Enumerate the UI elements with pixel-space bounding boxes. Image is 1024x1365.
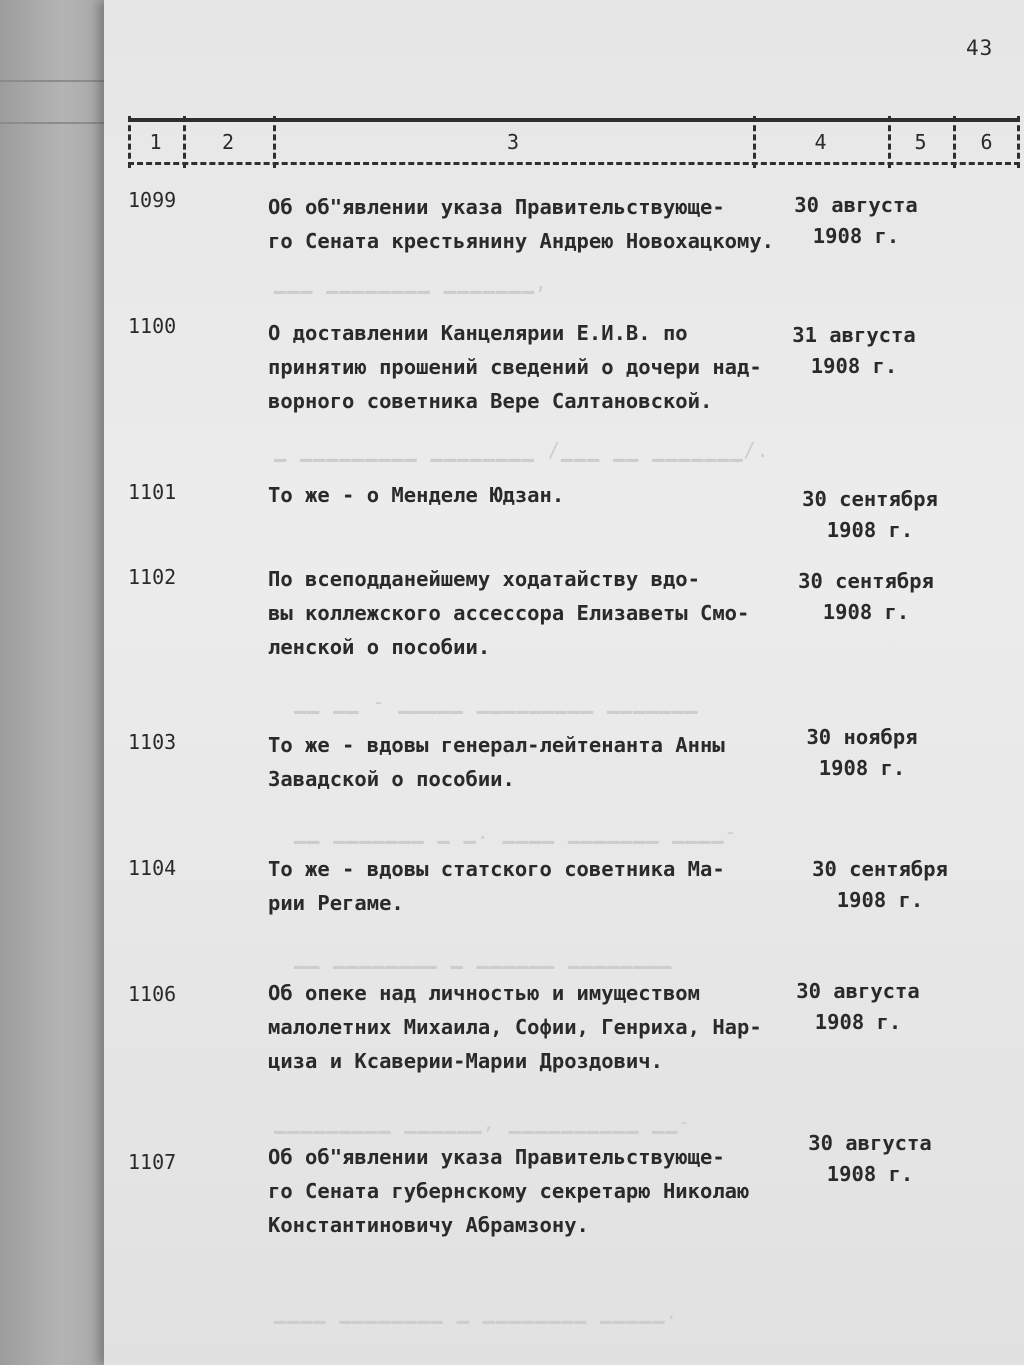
entry-line: принятию прошений сведений о дочери над- bbox=[268, 355, 762, 379]
document-page bbox=[104, 0, 1024, 1365]
entry-number: 1101 bbox=[128, 480, 177, 504]
entry-line: Завадской о пособии. bbox=[268, 767, 515, 791]
page-number: 43 bbox=[966, 36, 994, 60]
date-day-month: 31 августа bbox=[792, 323, 916, 347]
bleed-through-mark: ▁▁ ▁▁▁▁▁▁▁ ▁ ▁. ▁▁▁▁ ▁▁▁▁▁▁▁ ▁▁▁▁- bbox=[294, 820, 738, 844]
date-year: 1908 г. bbox=[810, 354, 898, 378]
entry-line: циза и Ксаверии-Марии Дроздович. bbox=[268, 1049, 663, 1073]
entry-description bbox=[268, 190, 778, 258]
header-col-1: 1 bbox=[149, 130, 162, 154]
entry-line: Об опеке над личностью и имуществом bbox=[268, 981, 700, 1005]
entry-description bbox=[268, 562, 778, 664]
date-day-month: 30 ноября bbox=[806, 725, 918, 749]
date-year: 1908 г. bbox=[826, 518, 914, 542]
date-day-month: 30 августа bbox=[796, 979, 920, 1003]
entry-date bbox=[764, 320, 944, 382]
entry-number: 1102 bbox=[128, 565, 177, 589]
entry-date bbox=[768, 976, 948, 1038]
entry-description bbox=[268, 1140, 778, 1242]
bleed-through-mark: ▁▁ ▁▁ - ▁▁▁▁▁ ▁▁▁▁▁▁▁▁▁ ▁▁▁▁▁▁▁ bbox=[294, 690, 699, 714]
entry-number: 1100 bbox=[128, 314, 177, 338]
entry-date bbox=[790, 854, 970, 916]
header-col-4: 4 bbox=[814, 130, 827, 154]
entry-description bbox=[268, 316, 778, 418]
date-year: 1908 г. bbox=[814, 1010, 902, 1034]
entry-line: То же - вдовы статского советника Ма- bbox=[268, 857, 725, 881]
entry-date bbox=[766, 190, 946, 252]
entry-line: малолетних Михаила, Софии, Генриха, Нар- bbox=[268, 1015, 762, 1039]
bleed-through-mark: ▁▁▁▁▁▁▁▁▁ ▁▁▁▁▁▁, ▁▁▁▁▁▁▁▁▁▁ ▁▁- bbox=[274, 1110, 692, 1134]
entry-line: Об об"явлении указа Правительствующе- bbox=[268, 1145, 725, 1169]
entry-line: ленской о пособии. bbox=[268, 635, 491, 659]
entry-description bbox=[268, 728, 778, 796]
entry-description bbox=[268, 976, 778, 1078]
entry-line: вы коллежского ассессора Елизаветы Смо- bbox=[268, 601, 750, 625]
entry-line: го Сената крестьянину Андрею Новохацкому. bbox=[268, 229, 775, 253]
entry-description bbox=[268, 478, 778, 512]
entry-line: го Сената губернскому секретарю Николаю bbox=[268, 1179, 750, 1203]
entry-date bbox=[780, 1128, 960, 1190]
header-col-6: 6 bbox=[980, 130, 993, 154]
date-year: 1908 г. bbox=[818, 756, 906, 780]
entry-date bbox=[776, 566, 956, 628]
date-day-month: 30 сентября bbox=[802, 487, 938, 511]
adjacent-page-strip bbox=[0, 0, 112, 1365]
entry-number: 1103 bbox=[128, 730, 177, 754]
date-year: 1908 г. bbox=[812, 224, 900, 248]
entry-date bbox=[772, 722, 952, 784]
entry-line: Об об"явлении указа Правительствующе- bbox=[268, 195, 725, 219]
column-divider bbox=[1017, 116, 1020, 168]
table-header bbox=[128, 118, 1020, 165]
date-year: 1908 г. bbox=[826, 1162, 914, 1186]
entry-number: 1104 bbox=[128, 856, 177, 880]
date-day-month: 30 августа bbox=[808, 1131, 932, 1155]
entry-line: По всеподданейшему ходатайству вдо- bbox=[268, 567, 700, 591]
strip-rule-top bbox=[0, 80, 112, 82]
entry-line: ворного советника Вере Салтановской. bbox=[268, 389, 713, 413]
date-year: 1908 г. bbox=[836, 888, 924, 912]
bleed-through-mark: ▁▁ ▁▁▁▁▁▁▁▁ ▁ ▁▁▁▁▁▁ ▁▁▁▁▁▁▁▁ bbox=[294, 945, 673, 969]
entry-line: То же - вдовы генерал-лейтенанта Анны bbox=[268, 733, 725, 757]
bleed-through-mark: ▁▁▁▁ ▁▁▁▁▁▁▁▁ ▁ ▁▁▁▁▁▁▁▁ ▁▁▁▁▁. bbox=[274, 1300, 679, 1324]
date-year: 1908 г. bbox=[822, 600, 910, 624]
date-day-month: 30 августа bbox=[794, 193, 918, 217]
entry-number: 1107 bbox=[128, 1150, 177, 1174]
bleed-through-mark: ▁ ▁▁▁▁▁▁▁▁▁ ▁▁▁▁▁▁▁▁ /▁▁▁ ▁▁ ▁▁▁▁▁▁▁/. bbox=[274, 438, 770, 462]
header-col-2: 2 bbox=[221, 130, 235, 154]
strip-rule-bottom bbox=[0, 122, 112, 124]
date-day-month: 30 сентября bbox=[812, 857, 948, 881]
entry-line: Константиновичу Абрамзону. bbox=[268, 1213, 589, 1237]
entry-number: 1099 bbox=[128, 188, 177, 212]
header-col-3: 3 bbox=[506, 130, 520, 154]
entry-date bbox=[780, 484, 960, 546]
entry-line: То же - о Менделе Юдзан. bbox=[268, 483, 565, 507]
entry-line: О доставлении Канцелярии Е.И.В. по bbox=[268, 321, 688, 345]
date-day-month: 30 сентября bbox=[798, 569, 934, 593]
bleed-through-mark: ▁▁▁ ▁▁▁▁▁▁▁▁ ▁▁▁▁▁▁▁, bbox=[274, 270, 548, 294]
entry-number: 1106 bbox=[128, 982, 177, 1006]
entry-description bbox=[268, 852, 778, 920]
entry-line: рии Регаме. bbox=[268, 891, 404, 915]
header-col-5: 5 bbox=[914, 130, 927, 154]
